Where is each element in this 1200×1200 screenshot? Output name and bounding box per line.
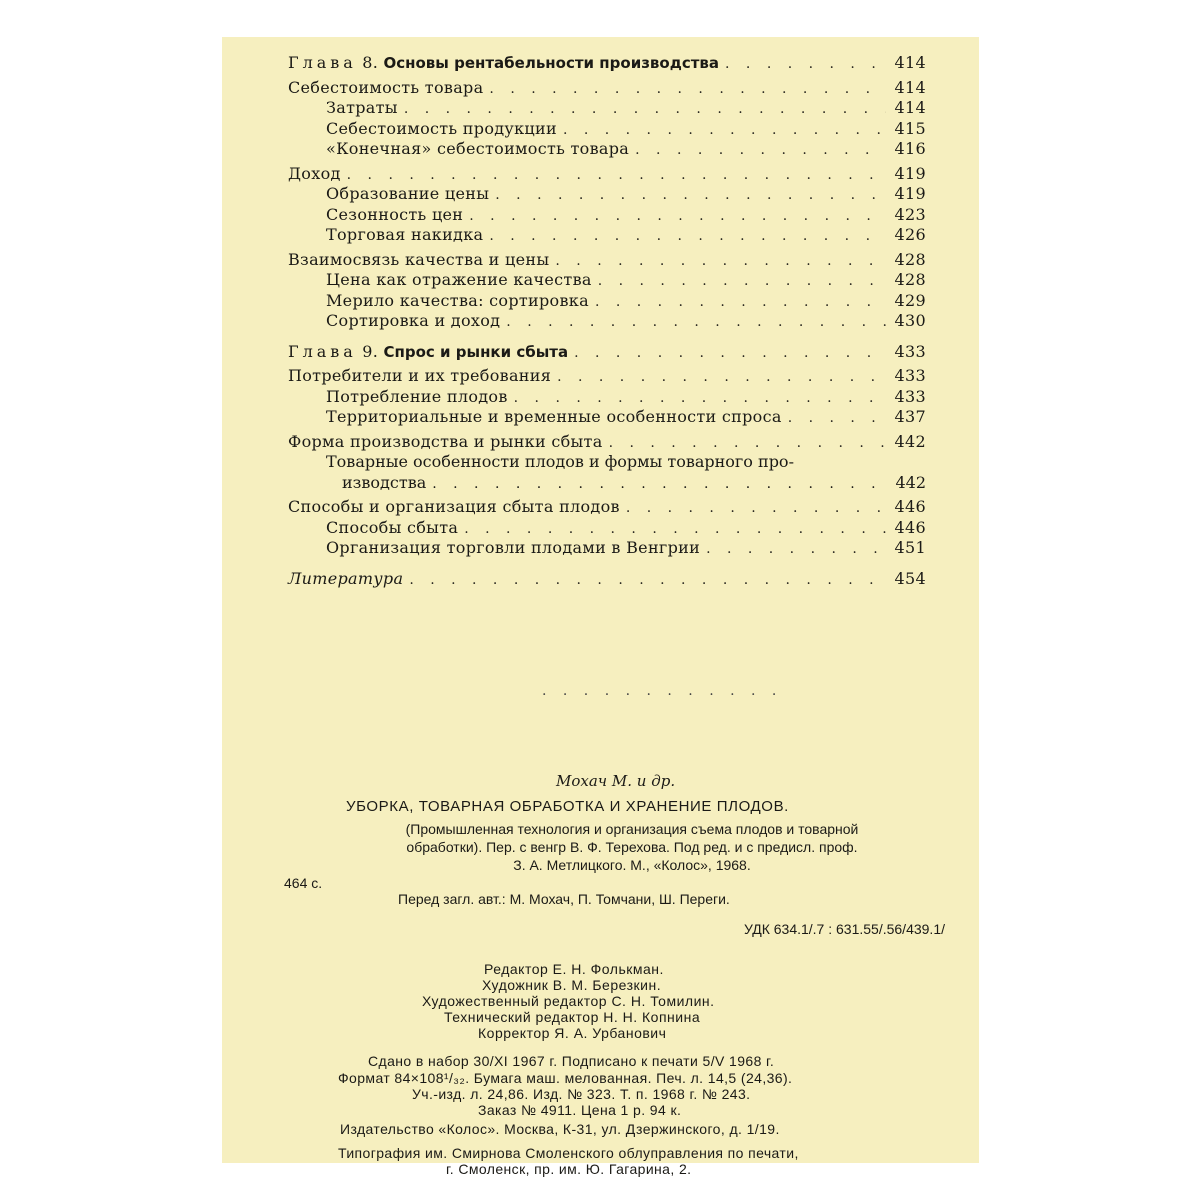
toc-entry <box>288 387 926 408</box>
page-number: 433 <box>894 366 926 385</box>
toc-entry <box>288 432 926 453</box>
toc-entry <box>288 311 926 332</box>
toc-entry <box>288 205 926 226</box>
authors-above-title: Перед загл. авт.: М. Мохач, П. Томчани, Ш. Переги. <box>398 891 730 907</box>
page-number: 419 <box>894 163 926 183</box>
page-number: 414 <box>894 77 926 97</box>
dot-leader <box>595 294 886 310</box>
toc-entry <box>288 538 926 559</box>
dot-leader <box>788 410 886 426</box>
toc-entry-continuation <box>288 473 926 494</box>
imprint-line: Формат 84×108¹/₃₂. Бумага маш. мелованная. Печ. л. 14,5 (24,36). <box>338 1070 793 1086</box>
page-number: 430 <box>894 311 926 330</box>
art-editor-credit: Художественный редактор С. Н. Томилин. <box>422 993 715 1009</box>
book-description <box>312 820 952 874</box>
toc-entry-label: Себестоимость продукции <box>326 118 557 138</box>
toc-entry <box>288 119 926 140</box>
toc-entry <box>288 250 926 271</box>
chapter-word: Глава <box>288 341 357 361</box>
toc-entry-label: Потребители и их требования <box>288 366 552 385</box>
page-number: 423 <box>894 204 926 224</box>
toc-entry <box>288 78 926 99</box>
page-number: 437 <box>894 407 926 426</box>
page-number: 433 <box>894 341 926 361</box>
imprint-line: Издательство «Колос». Москва, К-31, ул. Дзержинского, д. 1/19. <box>340 1121 780 1137</box>
table-of-contents <box>288 53 926 589</box>
toc-entry-label: Форма производства и рынки сбыта <box>288 431 603 451</box>
chapter-9-heading <box>288 342 926 363</box>
dot-leader <box>432 476 889 492</box>
description-line: обработки). Пер. с венгр В. Ф. Терехова. Под ред. и с предисл. проф. <box>406 839 858 855</box>
page-number: 442 <box>894 431 926 451</box>
toc-entry-label: Сортировка и доход <box>326 311 501 330</box>
dot-leader <box>489 81 886 97</box>
book-title: УБОРКА, ТОВАРНАЯ ОБРАБОТКА И ХРАНЕНИЕ ПЛОДОВ. <box>346 798 789 815</box>
toc-entry-label: Товарные особенности плодов и формы товарного про- <box>326 452 794 471</box>
page-number: 415 <box>894 118 926 138</box>
imprint-line: Типография им. Смирнова Смоленского облуправления по печати, <box>338 1145 799 1161</box>
toc-entry-label: изводства <box>342 472 427 492</box>
dot-leader <box>574 345 886 361</box>
toc-entry-literature <box>288 569 926 590</box>
dot-leader <box>598 273 886 289</box>
author-line: Мохач М. и др. <box>556 772 676 790</box>
toc-entry-label: Доход <box>288 163 341 183</box>
book-page <box>222 37 979 1177</box>
page-number: 428 <box>894 270 926 289</box>
toc-entry <box>288 366 926 387</box>
imprint-line: Заказ № 4911. Цена 1 р. 94 к. <box>478 1102 682 1118</box>
dot-leader <box>469 208 886 224</box>
dot-leader <box>506 314 886 330</box>
toc-entry-label: Цена как отражение качества <box>326 270 592 289</box>
dot-leader <box>495 187 886 203</box>
chapter-number: 8. <box>362 53 379 72</box>
toc-entry-label: «Конечная» себестоимость товара <box>326 139 630 158</box>
dot-leader <box>725 56 886 72</box>
page-number: 414 <box>894 53 926 72</box>
dot-leader <box>404 101 886 117</box>
page-count: 464 с. <box>284 875 323 891</box>
dot-leader <box>409 572 886 588</box>
page-number: 429 <box>894 290 926 310</box>
dot-leader <box>464 521 886 537</box>
toc-entry <box>288 139 926 160</box>
dot-leader <box>555 253 886 269</box>
dotted-separator: . . . . . . . . . . . . <box>542 683 783 699</box>
dot-leader <box>706 541 886 557</box>
toc-entry <box>288 518 926 539</box>
page-number: 451 <box>894 538 926 557</box>
toc-entry <box>288 270 926 291</box>
toc-entry-label: Мерило качества: сортировка <box>326 290 589 310</box>
toc-entry <box>288 184 926 205</box>
toc-entry-label: Затраты <box>326 98 398 117</box>
page-number: 446 <box>894 497 926 516</box>
page-number: 446 <box>894 517 926 537</box>
dot-leader <box>626 500 886 516</box>
toc-entry <box>288 98 926 119</box>
toc-entry-label: Образование цены <box>326 184 490 203</box>
proofreader-credit: Корректор Я. А. Урбанович <box>478 1025 667 1041</box>
toc-entry <box>288 225 926 246</box>
page-number: 426 <box>894 225 926 244</box>
dot-leader <box>557 369 886 385</box>
toc-entry-label: Себестоимость товара <box>288 77 484 97</box>
toc-entry-label: Потребление плодов <box>326 386 508 406</box>
toc-entry <box>288 164 926 185</box>
toc-entry-label: Организация торговли плодами в Венгрии <box>326 538 701 557</box>
dot-leader <box>347 167 886 183</box>
artist-credit: Художник В. М. Березкин. <box>482 977 662 993</box>
imprint-line: Уч.-изд. л. 24,86. Изд. № 323. Т. п. 1968 г. № 243. <box>412 1086 751 1102</box>
toc-entry-label: Литература <box>288 568 404 588</box>
dot-leader <box>514 390 886 406</box>
toc-entry-label: Торговая накидка <box>326 225 484 244</box>
page-number: 414 <box>894 98 926 117</box>
toc-entry <box>288 291 926 312</box>
chapter-8-heading <box>288 53 926 74</box>
imprint-line: г. Смоленск, пр. им. Ю. Гагарина, 2. <box>446 1161 692 1177</box>
toc-entry-label: Способы сбыта <box>326 517 459 537</box>
toc-entry-label: Сезонность цен <box>326 204 464 224</box>
page-number: 442 <box>895 472 926 492</box>
dot-leader <box>489 228 886 244</box>
imprint-line: Сдано в набор 30/XI 1967 г. Подписано к печати 5/V 1968 г. <box>368 1053 775 1069</box>
editor-credit: Редактор Е. Н. Фолькман. <box>484 961 664 977</box>
toc-entry-continued <box>288 452 926 473</box>
tech-editor-credit: Технический редактор Н. Н. Копнина <box>444 1009 701 1025</box>
chapter-number: 9. <box>362 341 379 361</box>
dot-leader <box>635 142 886 158</box>
chapter-title: Основы рентабельности производства <box>383 54 720 72</box>
page-number: 416 <box>894 139 926 158</box>
page-number: 454 <box>894 568 926 588</box>
toc-entry-label: Взаимосвязь качества и цены <box>288 249 550 269</box>
toc-entry <box>288 407 926 428</box>
chapter-word: Глава <box>288 53 357 72</box>
toc-entry <box>288 497 926 518</box>
page-number: 433 <box>894 386 926 406</box>
udk-code: УДК 634.1/.7 : 631.55/.56/439.1/ <box>743 921 945 937</box>
toc-entry-label: Территориальные и временные особенности спроса <box>326 407 782 426</box>
page-number: 428 <box>894 249 926 269</box>
toc-entry-label: Способы и организация сбыта плодов <box>288 497 620 516</box>
page-number: 419 <box>894 184 926 203</box>
dot-leader <box>609 435 886 451</box>
dot-leader <box>563 122 886 138</box>
description-line: З. А. Метлицкого. М., «Колос», 1968. <box>513 857 751 873</box>
chapter-title: Спрос и рынки сбыта <box>383 342 569 361</box>
description-line: (Промышленная технология и организация съема плодов и товарной <box>405 821 859 837</box>
